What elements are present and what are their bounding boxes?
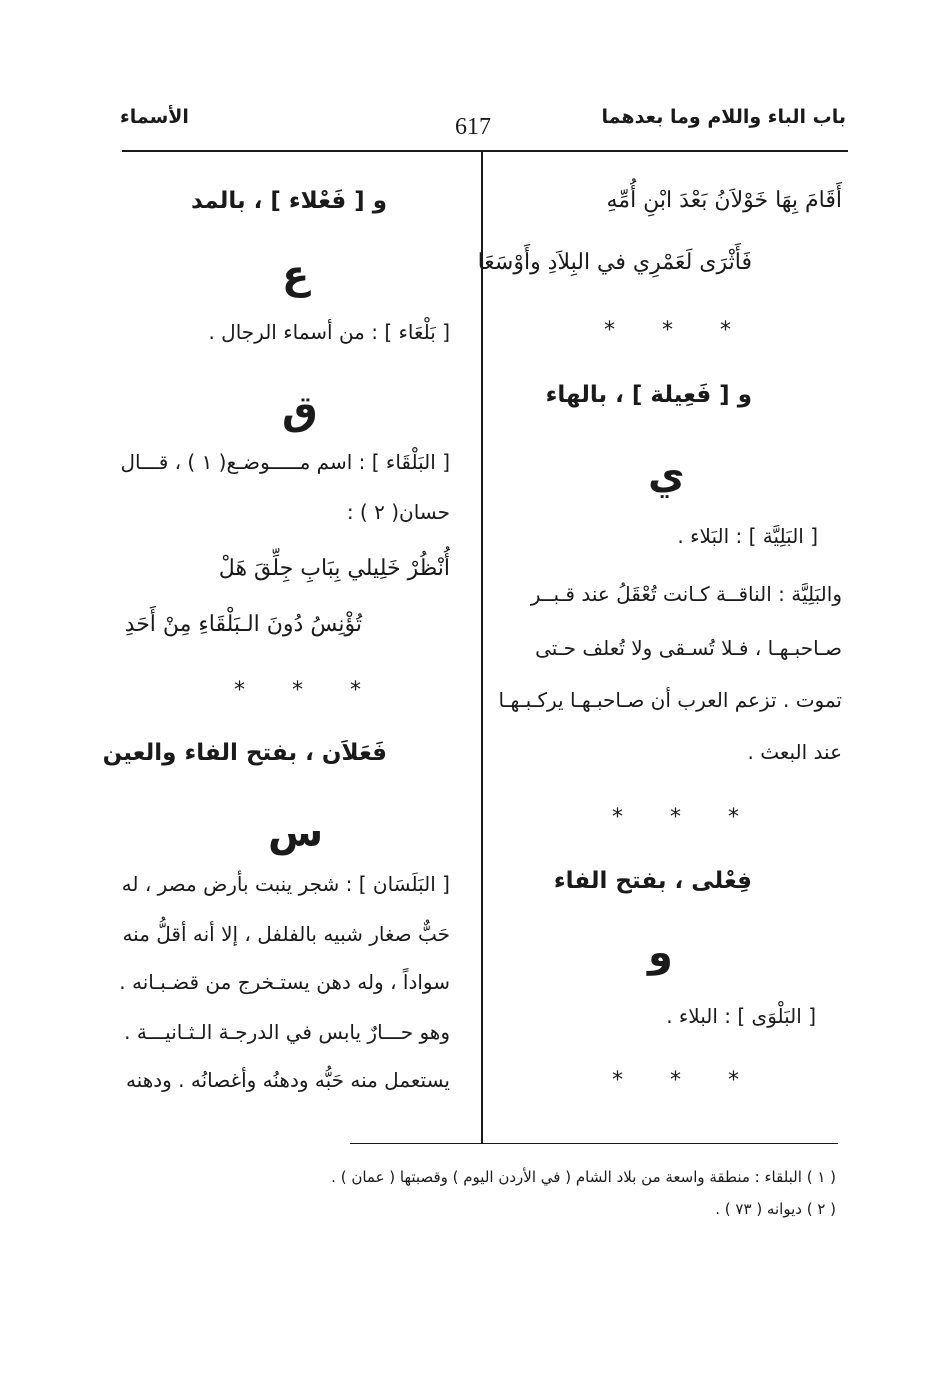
verse-line: أُنْظُرْ خَلِيلي بِبَابِ جِلِّقَ هَلْ <box>218 556 450 581</box>
entry-text-line: والبَلِيَّة : الناقــة كـانت تُعْقَلُ عند قـبــر <box>530 582 842 606</box>
entry-text-line: عند البعث . <box>747 740 842 764</box>
entry-text-line: تموت . تزعم العرب أن صـاحبـهـا يركـبـهـا <box>498 688 842 712</box>
letter-heading: و <box>648 930 673 976</box>
entry-text-line: يستعمل منه حَبُّه ودهنُه وأغصانُه . ودهنه <box>125 1068 450 1092</box>
running-header-chapter: باب الباء واللام وما بعدهما <box>601 106 846 128</box>
section-heading: و [ فَعِيلة ] ، بالهاء <box>545 382 752 408</box>
verse-line: فَأَثْرَى لَعَمْرِي في البِلاَدِ وأَوْسَعَا <box>477 250 752 275</box>
dictionary-entry: [ البَلِيَّة ] : البَلاء . <box>677 524 818 548</box>
letter-heading: س <box>268 810 324 856</box>
entry-text-line: وهو حـــارٌ يابس في الدرجـة الـثـانيـــة . <box>124 1020 450 1044</box>
entry-text-line: حسان( ٢ ) : <box>346 500 450 524</box>
entry-text-line: [ البَلْقَاء ] : اسم مـــــوضـع( ١ ) ، قـــال <box>120 450 450 474</box>
footnote-rule <box>350 1143 838 1144</box>
header-rule <box>122 150 848 152</box>
verse-line: تُؤْنِسُ دُونَ الـبَلْقَاءِ مِنْ أَحَدِ <box>124 612 362 637</box>
letter-heading: ق <box>282 388 318 434</box>
page-number: 617 <box>455 114 491 140</box>
section-separator: * * * <box>612 805 759 830</box>
section-separator: * * * <box>604 318 751 343</box>
verse-line: أَقَامَ بِهَا خَوْلاَنُ بَعْدَ ابْنِ أُمِّهِ <box>606 188 842 213</box>
section-separator: * * * <box>234 678 381 703</box>
dictionary-entry: [ البَلْوَى ] : البلاء . <box>666 1004 816 1028</box>
entry-text-line: صـاحبـهـا ، فـلا تُسـقى ولا تُعلف حـتى <box>535 636 842 660</box>
dictionary-entry: [ بَلْعَاء ] : من أسماء الرجال . <box>208 320 450 344</box>
running-header-section: الأسماء <box>120 106 189 128</box>
entry-text-line: حَبٌّ صغار شبيه بالفلفل ، إلا أنه أقلُّ منه <box>122 922 450 946</box>
letter-heading: ع <box>282 252 310 298</box>
section-heading: فِعْلى ، بفتح الفاء <box>553 868 752 894</box>
entry-text-line: سواداً ، وله دهن يستـخرج من قضـبـانه . <box>119 970 450 994</box>
letter-heading: ي <box>648 452 685 498</box>
section-heading: و [ فَعْلاء ] ، بالمد <box>191 188 387 214</box>
entry-text-line: [ البَلَسَان ] : شجر ينبت بأرض مصر ، له <box>121 872 450 896</box>
footnote-2: ( ٢ ) ديوانه ( ٧٣ ) . <box>715 1200 836 1218</box>
footnote-1: ( ١ ) البلقاء : منطقة واسعة من بلاد الشام ( في الأردن اليوم ) وقصبتها ( عمان ) . <box>331 1168 836 1186</box>
section-heading: فَعَلاَن ، بفتح الفاء والعين <box>102 740 387 766</box>
section-separator: * * * <box>612 1068 759 1093</box>
column-divider <box>481 150 483 1143</box>
